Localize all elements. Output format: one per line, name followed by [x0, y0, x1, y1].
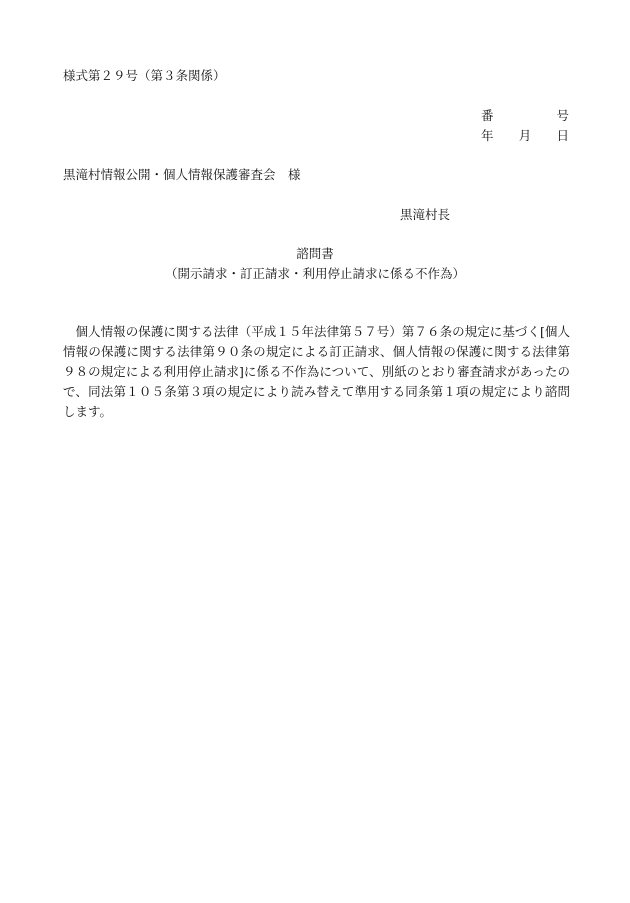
number-suffix: 号	[556, 108, 569, 123]
year-label: 年	[481, 128, 494, 143]
day-label: 日	[556, 128, 569, 143]
form-number-label: 様式第２９号（第３条関係）	[63, 68, 226, 83]
document-title: 諮問書	[296, 246, 334, 261]
document-number-row	[481, 106, 569, 124]
sender: 黒滝村長	[400, 207, 451, 222]
body-paragraph: 個人情報の保護に関する法律（平成１５年法律第５７号）第７６条の規定に基づく[個人情報の保護に関する法律第９０条の規定による訂正請求、個人情報の保護に関する法律第９８の規定による利用停止請求]に係る不作為について、別紙のとおり審査請求があったので、同法第１０５条第３項の規定により読み替えて準用する同条第１項の規定により諮問します。	[63, 324, 570, 419]
document-subtitle: （開示請求・訂正請求・利用停止請求に係る不作為）	[164, 266, 465, 281]
addressee: 黒滝村情報公開・個人情報保護審査会 様	[63, 167, 301, 182]
date-row	[481, 126, 569, 144]
month-label: 月	[518, 128, 532, 143]
number-label: 番	[481, 108, 494, 123]
